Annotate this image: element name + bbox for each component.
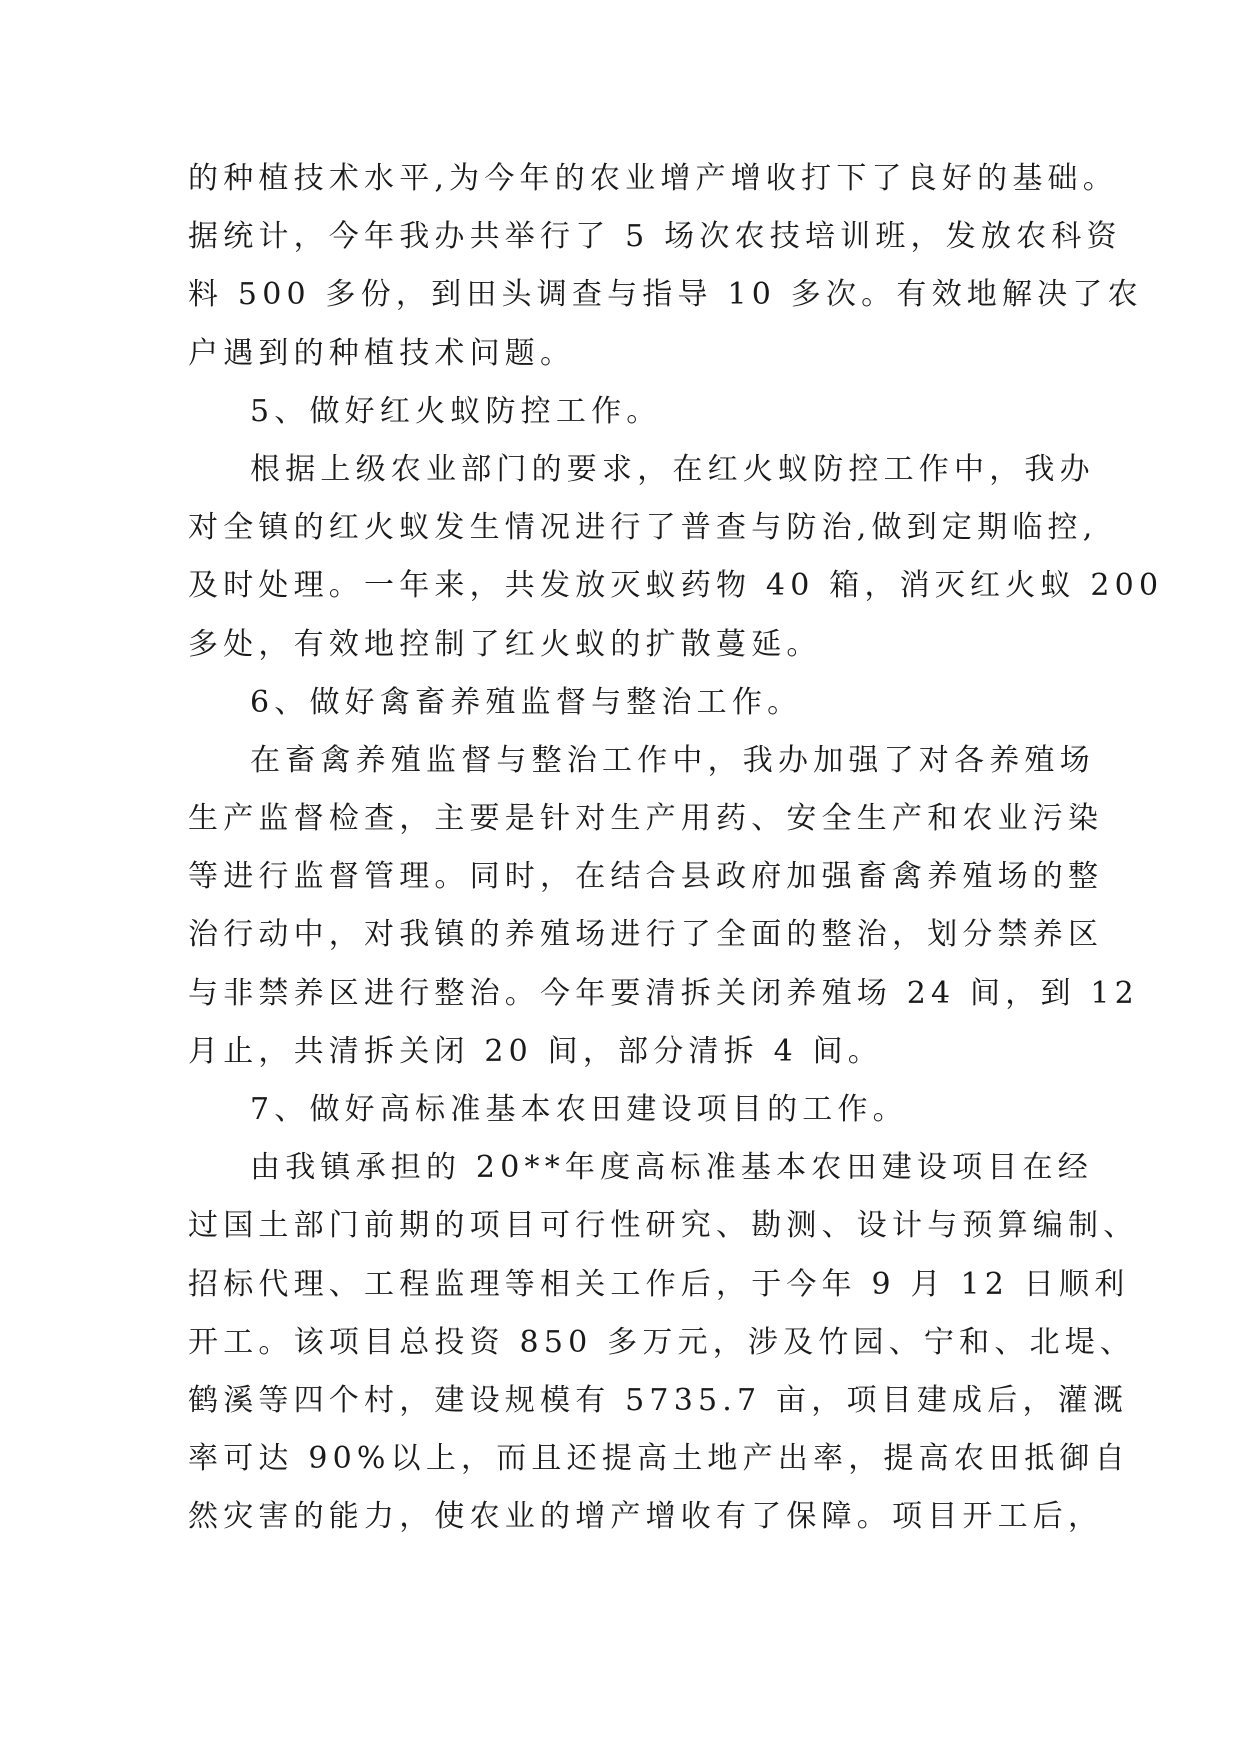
body-line: 月止，共清拆关闭 20 间，部分清拆 4 间。 bbox=[188, 1033, 884, 1069]
body-line: 根据上级农业部门的要求，在红火蚁防控工作中，我办 bbox=[250, 451, 1095, 487]
body-line: 由我镇承担的 20**年度高标准基本农田建设项目在经 bbox=[250, 1150, 1093, 1186]
body-line: 与非禁养区进行整治。今年要清拆关闭养殖场 24 间，到 12 bbox=[188, 975, 1139, 1011]
document-body bbox=[188, 150, 1164, 1547]
body-line: 料 500 多份，到田头调查与指导 10 多次。有效地解决了农 bbox=[188, 277, 1143, 313]
body-line: 率可达 90%以上，而且还提高土地产出率，提高农田抵御自 bbox=[188, 1441, 1130, 1477]
body-line: 治行动中，对我镇的养殖场进行了全面的整治，划分禁养区 bbox=[188, 917, 1104, 953]
section-heading-5: 5、做好红火蚁防控工作。 bbox=[250, 393, 662, 429]
body-line: 鹤溪等四个村，建设规模有 5735.7 亩，项目建成后，灌溉 bbox=[188, 1382, 1129, 1418]
section-heading-6: 6、做好禽畜养殖监督与整治工作。 bbox=[250, 684, 803, 720]
body-line: 对全镇的红火蚁发生情况进行了普查与防治,做到定期临控, bbox=[188, 510, 1098, 546]
body-line: 过国土部门前期的项目可行性研究、勘测、设计与预算编制、 bbox=[188, 1208, 1139, 1244]
body-line: 然灾害的能力，使农业的增产增收有了保障。项目开工后， bbox=[188, 1499, 1104, 1535]
body-line: 等进行监督管理。同时，在结合县政府加强畜禽养殖场的整 bbox=[188, 859, 1104, 895]
section-heading-7: 7、做好高标准基本农田建设项目的工作。 bbox=[250, 1092, 908, 1127]
body-line: 多处，有效地控制了红火蚁的扩散蔓延。 bbox=[188, 626, 822, 662]
body-line: 据统计，今年我办共举行了 5 场次农技培训班，发放农科资 bbox=[188, 219, 1122, 255]
body-line: 招标代理、工程监理等相关工作后，于今年 9 月 12 日顺利 bbox=[188, 1266, 1130, 1302]
body-line: 开工。该项目总投资 850 多万元，涉及竹园、宁和、北堤、 bbox=[188, 1324, 1136, 1360]
body-line: 生产监督检查，主要是针对生产用药、安全生产和农业污染 bbox=[188, 801, 1104, 837]
body-line: 的种植技术水平,为今年的农业增产增收打下了良好的基础。 bbox=[188, 161, 1118, 196]
body-line: 户遇到的种植技术问题。 bbox=[188, 335, 576, 371]
body-line: 及时处理。一年来，共发放灭蚁药物 40 箱，消灭红火蚁 200 bbox=[188, 568, 1164, 604]
body-line: 在畜禽养殖监督与整治工作中，我办加强了对各养殖场 bbox=[250, 742, 1095, 778]
